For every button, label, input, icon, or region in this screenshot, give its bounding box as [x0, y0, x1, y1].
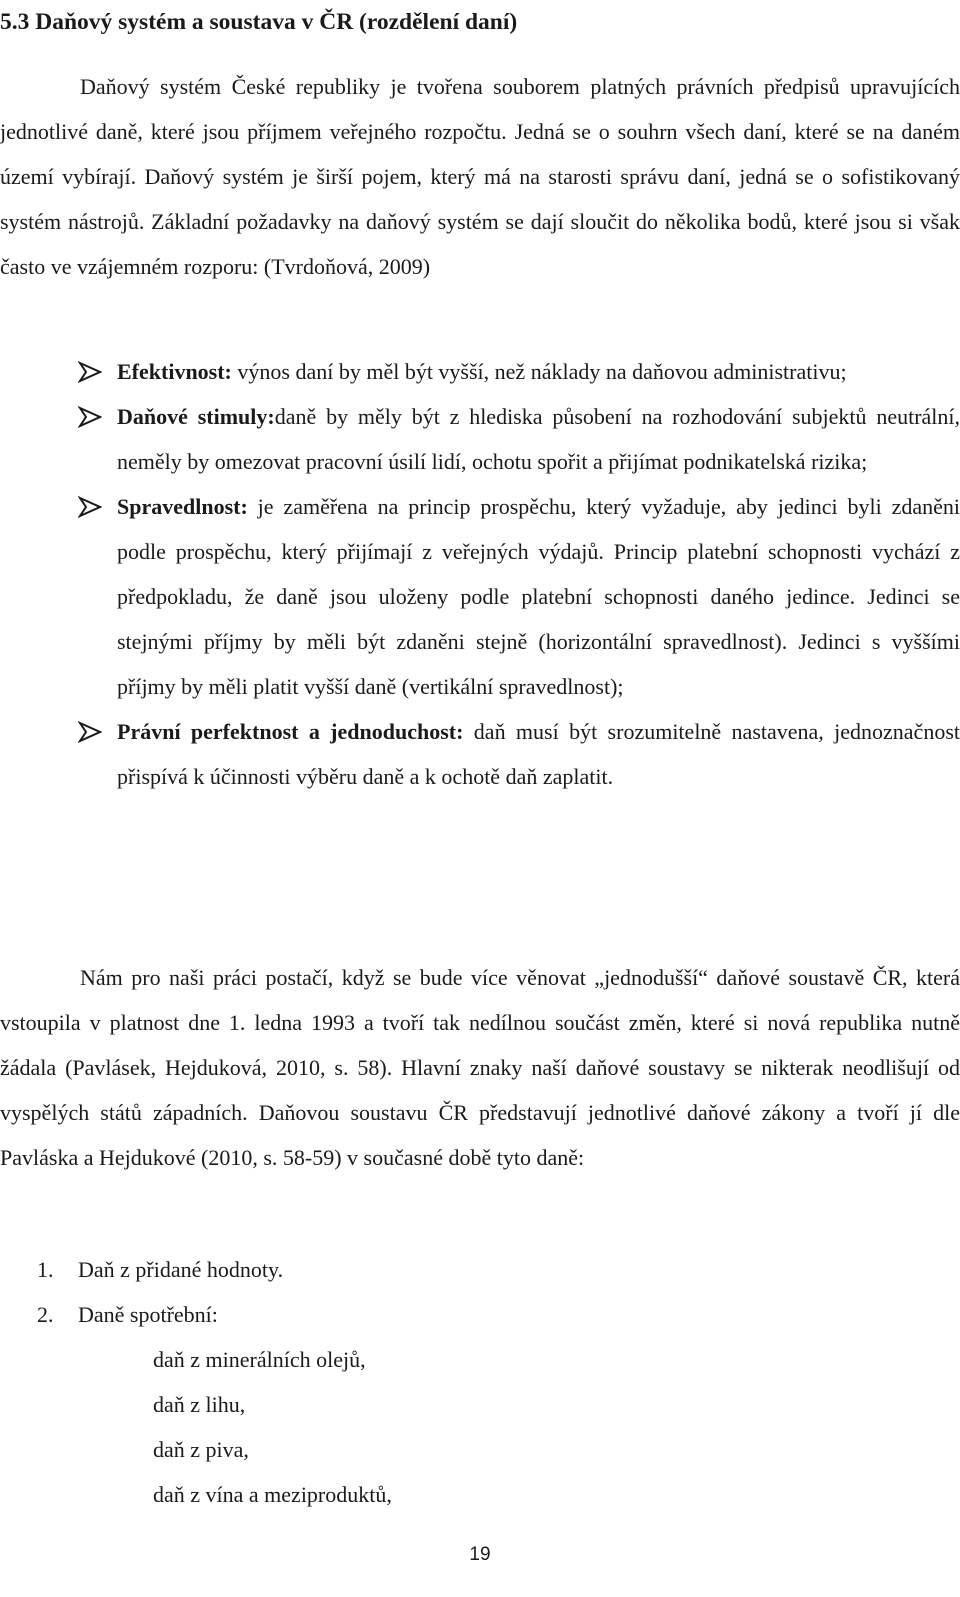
arrowhead-bullet-icon: [78, 406, 102, 428]
requirement-item: [0, 484, 960, 709]
second-paragraph: Nám pro naši práci postačí, když se bude více věnovat „jednodušší“ daňové soustavě ČR, která vstoupila v platnost dne 1. ledna 1993 a tvoří tak nedílnou součást změn, které si nová republika nutně žádala (Pavlásek, Hejduková, 2010, s. 58). Hlavní znaky naší daňové soustavy se nikterak neodlišují od vyspělých států západních. Daňovou soustavu ČR představují jednotlivé daňové zákony a tvoří jí dle Pavláska a Hejdukové (2010, s. 58-59) v současné době tyto daně:: [0, 965, 960, 1170]
requirement-text: je zaměřena na princip prospěchu, který vyžaduje, aby jedinci byli zdaněni podle prospěchu, který přijímají z veřejných výdajů. Princip platební schopnosti vychází z předpokladu, že daně jsou uloženy podle platební schopnosti daného jedince. Jedinci se stejnými příjmy by měli být zdaněni stejně (horizontální spravedlnost). Jedinci s vyššími příjmy by měli platit vyšší daně (vertikální spravedlnost);: [117, 494, 960, 699]
excise-tax-item: daň z minerálních olejů,: [153, 1347, 366, 1372]
requirement-term: Spravedlnost:: [117, 494, 248, 519]
requirement-term: Daňové stimuly:: [117, 404, 275, 429]
page-number: 19: [469, 1544, 491, 1565]
requirement-text: výnos daní by měl být vyšší, než náklady na daňovou administrativu;: [231, 359, 847, 384]
section-heading: 5.3 Daňový systém a soustava v ČR (rozdělení daní): [0, 9, 518, 35]
list-number: 1.: [37, 1257, 54, 1282]
requirement-item: [0, 349, 960, 394]
arrowhead-bullet-icon: [78, 496, 102, 518]
excise-tax-item: daň z piva,: [153, 1437, 249, 1462]
requirement-item: [0, 709, 960, 799]
requirement-item: [0, 394, 960, 484]
tax-list-item: [0, 1292, 960, 1517]
tax-list-item: [0, 1247, 960, 1292]
intro-paragraph: Daňový systém České republiky je tvořena souborem platných právních předpisů upravujících jednotlivé daně, které jsou příjmem veřejného rozpočtu. Jedná se o souhrn všech daní, které se na daném území vybírají. Daňový systém je širší pojem, který má na starosti správu daní, jedná se o sofistikovaný systém nástrojů. Základní požadavky na daňový systém se dají sloučit do několika bodů, které jsou si však často ve vzájemném rozporu: (Tvrdoňová, 2009): [0, 74, 960, 279]
arrowhead-bullet-icon: [78, 361, 102, 383]
excise-tax-item: daň z vína a meziproduktů,: [153, 1482, 392, 1507]
excise-tax-sublist: [78, 1337, 960, 1517]
requirements-list: [0, 349, 960, 799]
arrowhead-bullet-icon: [78, 721, 102, 743]
excise-tax-item: daň z lihu,: [153, 1392, 246, 1417]
tax-label: Daň z přidané hodnoty.: [78, 1257, 284, 1282]
requirement-term: Právní perfektnost a jednoduchost:: [117, 719, 464, 744]
tax-list: [0, 1247, 960, 1517]
tax-label: Daně spotřební:: [78, 1302, 218, 1327]
list-number: 2.: [37, 1302, 54, 1327]
requirement-text: daně by měly být z hlediska působení na rozhodování subjektů neutrální, neměly by omezovat pracovní úsilí lidí, ochotu spořit a přijímat podnikatelská rizika;: [117, 404, 960, 474]
requirement-term: Efektivnost:: [117, 359, 232, 384]
requirement-text: daň musí být srozumitelně nastavena, jednoznačnost přispívá k účinnosti výběru daně a k ochotě daň zaplatit.: [117, 719, 960, 789]
